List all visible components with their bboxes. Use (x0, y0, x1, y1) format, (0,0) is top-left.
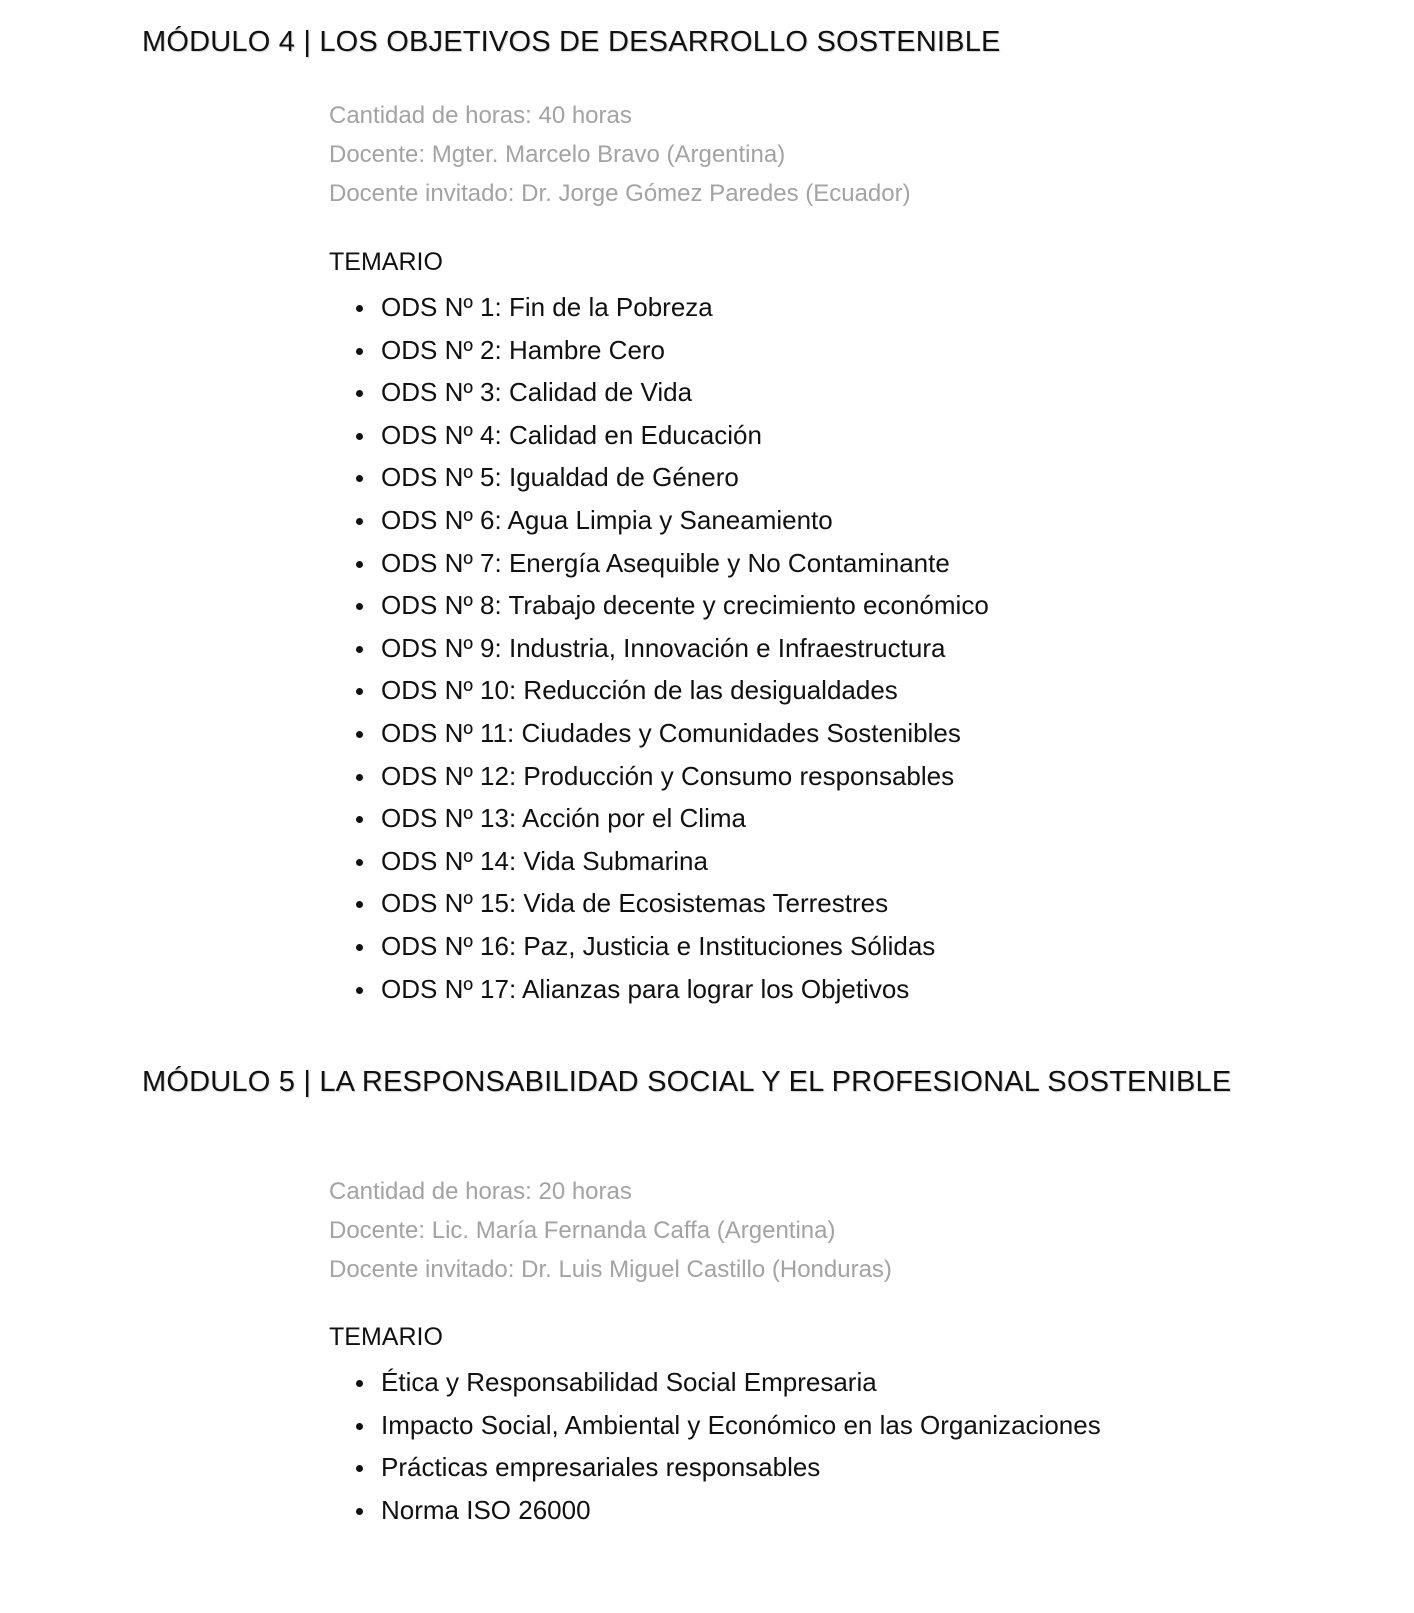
list-item (329, 882, 989, 925)
list-item-label: Impacto Social, Ambiental y Económico en las Organizaciones (381, 1409, 1101, 1440)
list-item-label: Ética y Responsabilidad Social Empresaria (381, 1367, 877, 1397)
bullet-icon (356, 1465, 363, 1472)
bullet-icon (356, 1423, 363, 1430)
module-guest-teacher: Docente invitado: Dr. Jorge Gómez Paredes (Ecuador) (329, 180, 911, 207)
module-guest-teacher: Docente invitado: Dr. Luis Miguel Castillo (Honduras) (329, 1256, 892, 1283)
bullet-icon (356, 1380, 363, 1387)
list-item (329, 669, 989, 712)
bullet-icon (356, 688, 363, 695)
list-item (329, 329, 989, 372)
list-item (329, 371, 989, 414)
list-item (329, 755, 989, 798)
bullet-icon (356, 390, 363, 397)
list-item-label: ODS Nº 8: Trabajo decente y crecimiento económico (381, 590, 989, 621)
bullet-icon (356, 561, 363, 568)
list-item-label: Prácticas empresariales responsables (381, 1452, 821, 1483)
bullet-icon (356, 646, 363, 653)
bullet-icon (356, 1508, 363, 1515)
module-teacher: Docente: Mgter. Marcelo Bravo (Argentina) (329, 141, 786, 168)
list-item (329, 797, 989, 840)
list-item-label: ODS Nº 2: Hambre Cero (381, 334, 666, 365)
module-teacher: Docente: Lic. María Fernanda Caffa (Argentina) (329, 1217, 836, 1244)
list-item-label: ODS Nº 14: Vida Submarina (381, 845, 708, 876)
module-hours: Cantidad de horas: 20 horas (329, 1178, 632, 1205)
list-item-label: ODS Nº 5: Igualdad de Género (381, 462, 739, 493)
list-item (329, 968, 989, 1011)
list-item-label: Norma ISO 26000 (381, 1494, 591, 1525)
list-item (329, 712, 989, 755)
temario-heading: TEMARIO (329, 1323, 443, 1351)
bullet-icon (356, 901, 363, 908)
bullet-icon (356, 518, 363, 525)
topic-list (329, 1361, 1101, 1531)
list-item (329, 414, 989, 457)
module-meta (329, 96, 911, 213)
bullet-icon (356, 859, 363, 866)
bullet-icon (356, 603, 363, 610)
bullet-icon (356, 433, 363, 440)
list-item (329, 1489, 1101, 1532)
bullet-icon (356, 816, 363, 823)
topic-list (329, 286, 989, 1010)
list-item-label: ODS Nº 16: Paz, Justicia e Instituciones Sólidas (381, 930, 936, 961)
list-item-label: ODS Nº 12: Producción y Consumo responsables (381, 760, 955, 791)
module-title: MÓDULO 5 | LA RESPONSABILIDAD SOCIAL Y EL PROFESIONAL SOSTENIBLE (142, 1066, 1232, 1098)
module-meta (329, 1172, 892, 1289)
bullet-icon (356, 774, 363, 781)
list-item-label: ODS Nº 7: Energía Asequible y No Contaminante (381, 547, 950, 578)
list-item (329, 1361, 1101, 1404)
module-hours: Cantidad de horas: 40 horas (329, 102, 632, 129)
list-item (329, 627, 989, 670)
list-item-label: ODS Nº 9: Industria, Innovación e Infraestructura (381, 632, 946, 663)
list-item-label: ODS Nº 4: Calidad en Educación (381, 419, 762, 450)
list-item-label: ODS Nº 1: Fin de la Pobreza (381, 292, 713, 322)
list-item (329, 1404, 1101, 1447)
bullet-icon (356, 944, 363, 951)
list-item (329, 286, 989, 329)
list-item-label: ODS Nº 11: Ciudades y Comunidades Sostenibles (381, 717, 961, 748)
list-item-label: ODS Nº 17: Alianzas para lograr los Objetivos (381, 973, 910, 1004)
bullet-icon (356, 348, 363, 355)
list-item (329, 925, 989, 968)
list-item-label: ODS Nº 13: Acción por el Clima (381, 803, 746, 834)
list-item (329, 456, 989, 499)
list-item (329, 1446, 1101, 1489)
list-item-label: ODS Nº 6: Agua Limpia y Saneamiento (381, 504, 833, 535)
temario-heading: TEMARIO (329, 248, 443, 276)
list-item (329, 499, 989, 542)
list-item (329, 542, 989, 585)
bullet-icon (356, 987, 363, 994)
list-item-label: ODS Nº 10: Reducción de las desigualdades (381, 675, 898, 706)
bullet-icon (356, 731, 363, 738)
bullet-icon (356, 475, 363, 482)
list-item-label: ODS Nº 15: Vida de Ecosistemas Terrestres (381, 888, 889, 919)
list-item-label: ODS Nº 3: Calidad de Vida (381, 377, 693, 408)
module-title: MÓDULO 4 | LOS OBJETIVOS DE DESARROLLO SOSTENIBLE (142, 26, 1001, 58)
list-item (329, 840, 989, 883)
list-item (329, 584, 989, 627)
bullet-icon (356, 305, 363, 312)
